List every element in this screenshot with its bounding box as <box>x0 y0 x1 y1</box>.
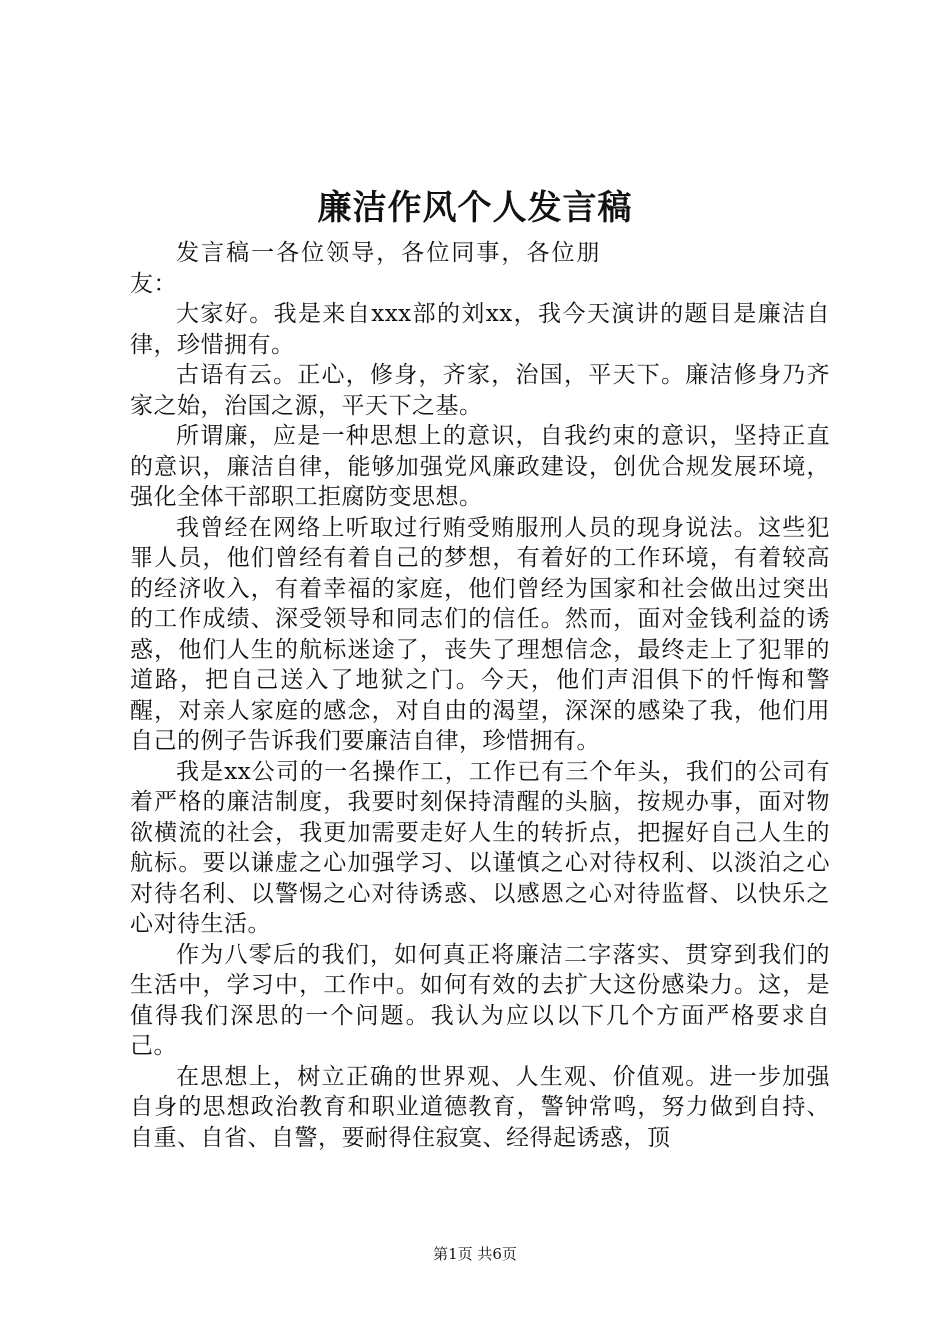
paragraph-self-intro: 我是xx公司的一名操作工，工作已有三个年头，我们的公司有着严格的廉洁制度，我要时刻保持清醒的头脑，按规办事，面对物欲横流的社会，我更加需要走好人生的转折点，把握好自己人生的航标。要以谦虚之心加强学习、以谨慎之心对待权利、以淡泊之心对待名利、以警惕之心对待诱惑、以感恩之心对待监督、以快乐之心对待生活。 <box>130 758 830 937</box>
paragraph-greeting: 大家好。我是来自xxx部的刘xx，我今天演讲的题目是廉洁自律，珍惜拥有。 <box>130 301 830 358</box>
document-body <box>130 238 830 1153</box>
paragraph-definition: 所谓廉，应是一种思想上的意识，自我约束的意识，坚持正直的意识，廉洁自律，能够加强党风廉政建设，创优合规发展环境，强化全体干部职工拒腐防变思想。 <box>130 423 830 510</box>
paragraph-ideology: 在思想上，树立正确的世界观、人生观、价值观。进一步加强自身的思想政治教育和职业道德教育，警钟常鸣，努力做到自持、自重、自省、自警，要耐得住寂寞、经得起诱惑，顶 <box>130 1063 830 1151</box>
paragraph-testimony: 我曾经在网络上听取过行贿受贿服刑人员的现身说法。这些犯罪人员，他们曾经有着自己的梦想，有着好的工作环境，有着较高的经济收入，有着幸福的家庭，他们曾经为国家和社会做出过突出的工作成绩、深受领导和同志们的信任。然而，面对金钱利益的诱惑，他们人生的航标迷途了，丧失了理想信念，最终走上了犯罪的道路，把自己送入了地狱之门。今天，他们声泪俱下的忏悔和警醒，对亲人家庭的感念，对自由的渴望，深深的感染了我，他们用自己的例子告诉我们要廉洁自律，珍惜拥有。 <box>130 514 830 754</box>
document-title: 廉洁作风个人发言稿 <box>317 188 633 228</box>
page-number-footer: 第1页 共6页 <box>433 1245 517 1263</box>
paragraph-reflection: 作为八零后的我们，如何真正将廉洁二字落实、贯穿到我们的生活中，学习中，工作中。如何有效的去扩大这份感染力。这，是值得我们深思的一个问题。我认为应以以下几个方面严格要求自己。 <box>130 941 830 1059</box>
paragraph-salutation: 发言稿一各位领导，各位同事，各位朋友： <box>130 240 600 297</box>
paragraph-proverb: 古语有云。正心，修身，齐家，治国，平天下。廉洁修身乃齐家之始，治国之源，平天下之基。 <box>130 362 830 419</box>
